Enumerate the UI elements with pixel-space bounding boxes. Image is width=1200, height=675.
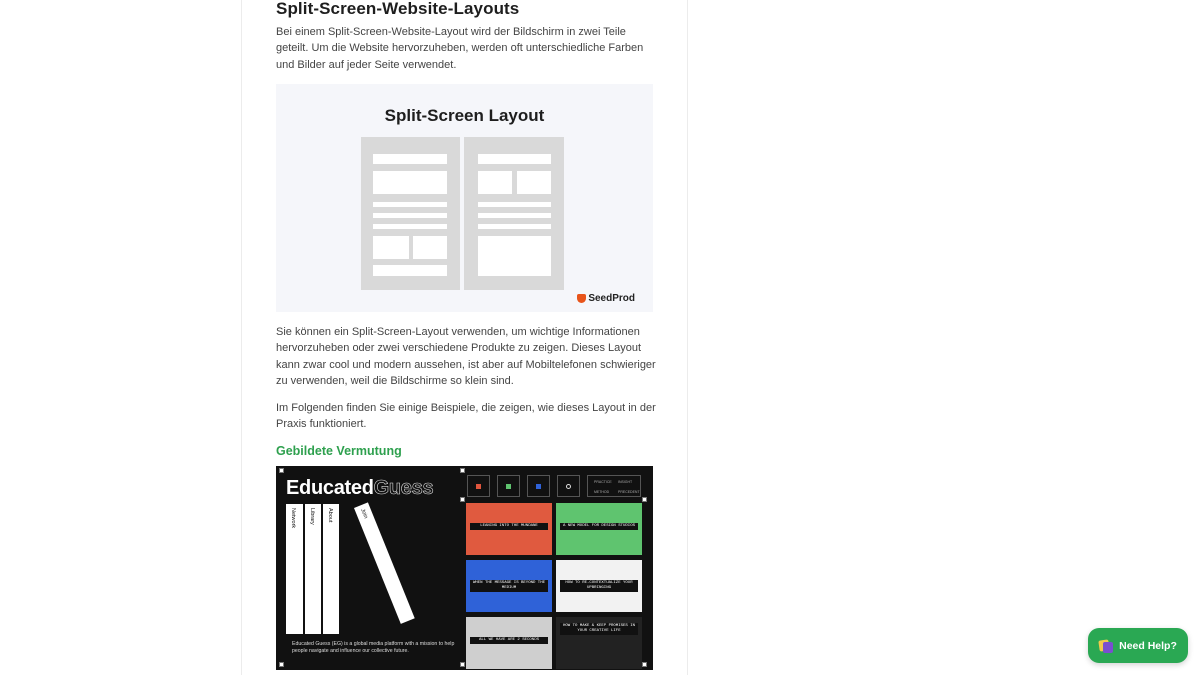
section-title: Split-Screen-Website-Layouts [276, 0, 520, 18]
split-screen-illustration [276, 84, 653, 312]
article-card: HOW TO MAKE & KEEP PROMISES IN YOUR CREATIVE LIFE [556, 617, 642, 669]
help-chat-icon [1099, 639, 1113, 653]
intro-paragraph: Bei einem Split-Screen-Website-Layout wird der Bildschirm in zwei Teile geteilt. Um die Website hervorzuheben, werden oft unterschiedliche Farben und Bilder auf jeder Seite verwendet. [276, 26, 644, 71]
book-network: Network [286, 504, 303, 634]
seedprod-brand [577, 293, 635, 304]
nav-wifi-icon [527, 475, 550, 497]
article-card: WHEN THE MESSAGE IS BEYOND THE MEDIUM [466, 560, 552, 612]
educated-guess-description: Educated Guess (EG) is a global media platform with a mission to help people navigate and influence our collective future. [292, 641, 455, 654]
illustration-right-panel [464, 137, 564, 290]
educated-guess-logo: EducatedGuess [286, 477, 434, 499]
illustration-left-panel [361, 137, 460, 290]
nav-menu: PRACTICE INSIGHT METHOD PRECEDENT [587, 475, 641, 497]
book-about: About [323, 504, 339, 634]
article-card: A NEW MODEL FOR DESIGN STUDIOS [556, 503, 642, 555]
book-join: Join [354, 502, 415, 624]
illustration-title: Split-Screen Layout [384, 106, 545, 125]
nav-check-icon [497, 475, 520, 497]
need-help-label: Need Help? [1119, 639, 1177, 652]
selection-handle [460, 662, 465, 667]
selection-handle [642, 497, 647, 502]
paragraph-3: Im Folgenden finden Sie einige Beispiele, die zeigen, wie dieses Layout in der Praxis funktioniert. [276, 402, 656, 431]
seedprod-brand-label: SeedProd [588, 293, 635, 304]
selection-handle [279, 468, 284, 473]
need-help-button[interactable] [1088, 628, 1188, 663]
article-card: HOW TO RE-CONTEXTUALIZE YOUR UPBRINGING [556, 560, 642, 612]
article-card: ALL WE HAVE ARE 2 SECONDS [466, 617, 552, 669]
nav-search-icon [557, 475, 580, 497]
article-card: LEANING INTO THE MUNDANE [466, 503, 552, 555]
educated-guess-screenshot [276, 466, 653, 670]
book-library: Library [305, 504, 321, 634]
paragraph-2: Sie können ein Split-Screen-Layout verwenden, um wichtige Informationen hervorzuheben oder zwei verschiedene Produkte zu zeigen. Dieses Layout kann zwar cool und modern aussehen, ist aber auf Mobiltelefonen schwieriger zu verwenden, weil die Bildschirme so klein sind. [276, 326, 656, 387]
example-heading: Gebildete Vermutung [276, 444, 402, 458]
nav-user-icon [467, 475, 490, 497]
selection-handle [642, 662, 647, 667]
selection-handle [460, 468, 465, 473]
selection-handle [279, 662, 284, 667]
selection-handle [460, 497, 465, 502]
seedprod-logo-icon [577, 294, 586, 303]
